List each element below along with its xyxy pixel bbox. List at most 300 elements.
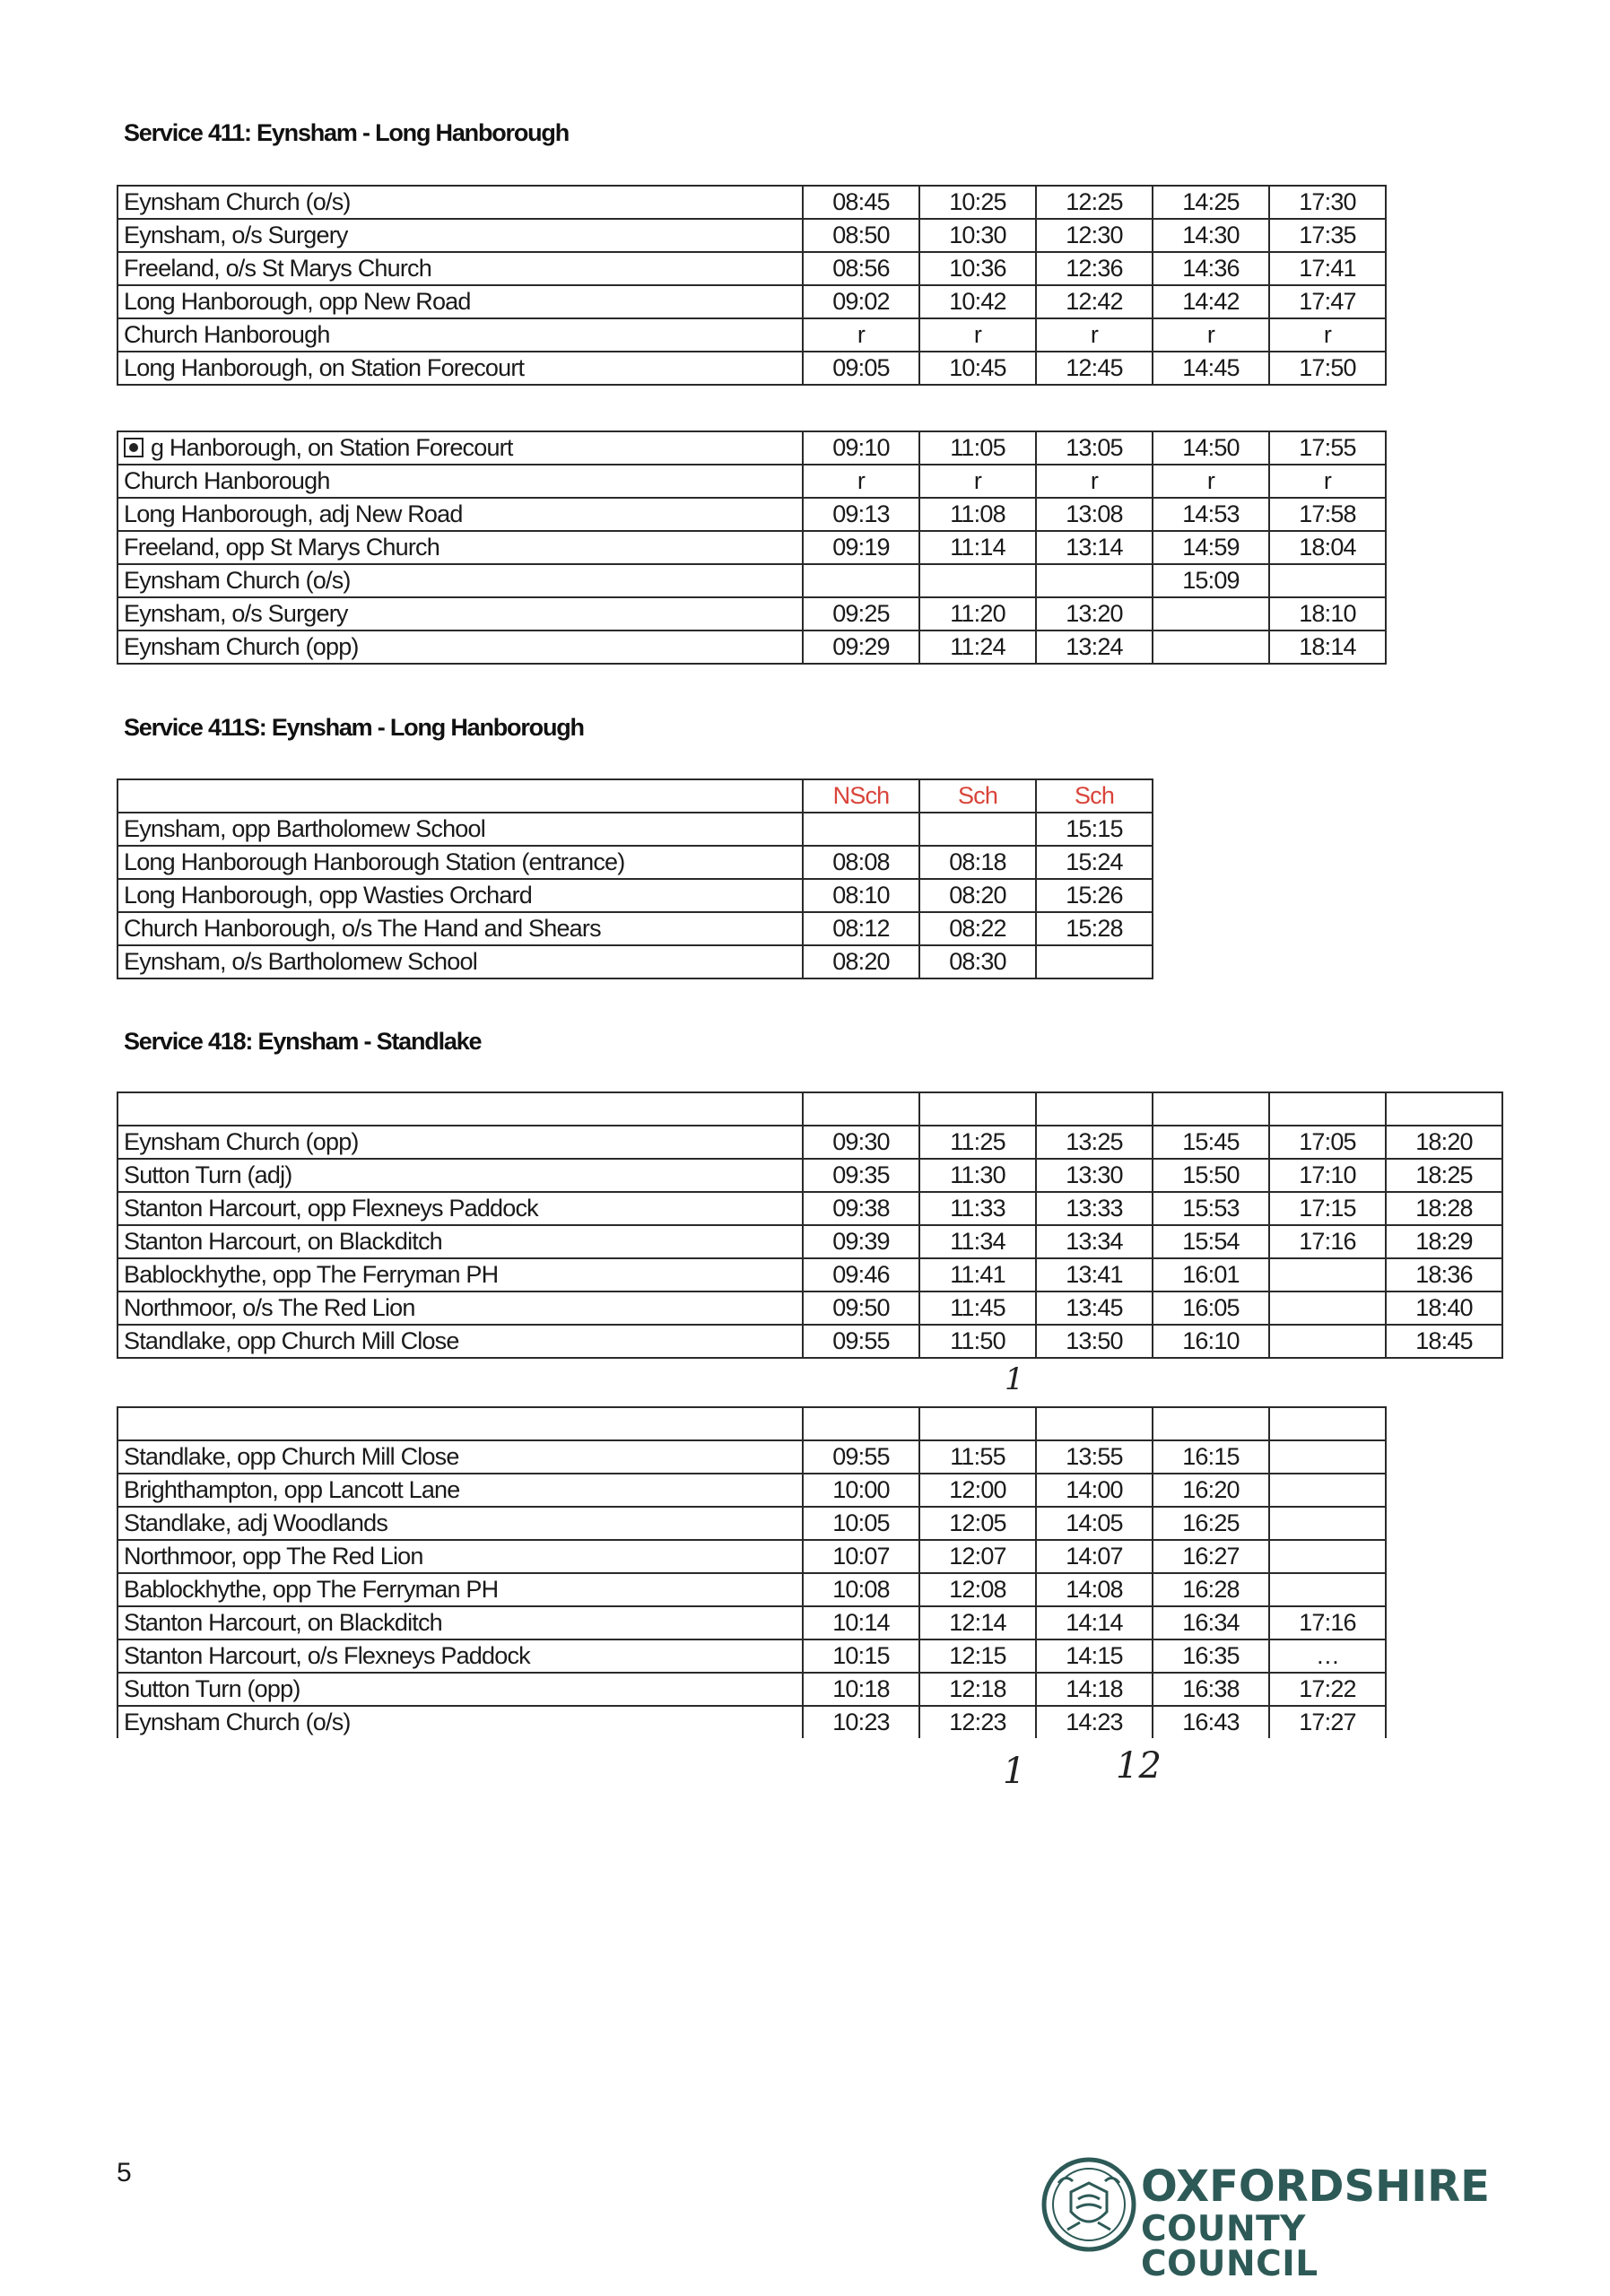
time-cell: 17:41 [1269, 252, 1386, 285]
time-cell: 12:07 [919, 1540, 1036, 1573]
time-cell: 09:13 [803, 498, 919, 531]
stop-name: Northmoor, opp The Red Lion [124, 1543, 423, 1570]
time-cell: 17:58 [1269, 498, 1386, 531]
table-row [117, 1258, 1502, 1292]
table-row [117, 186, 1386, 219]
time-cell: 12:23 [919, 1706, 1036, 1738]
time-cell: 10:25 [919, 186, 1036, 219]
column-header [803, 1092, 919, 1126]
stop-name-cell [117, 186, 803, 219]
column-header [1036, 1092, 1153, 1126]
stop-name: Eynsham, opp Bartholomew School [124, 815, 485, 842]
column-header: NSch [803, 779, 919, 813]
column-header [1036, 1407, 1153, 1440]
time-cell: 15:53 [1153, 1192, 1269, 1225]
stop-name: Brighthampton, opp Lancott Lane [124, 1476, 460, 1503]
time-cell: 13:05 [1036, 431, 1153, 465]
time-cell: 14:05 [1036, 1507, 1153, 1540]
table-row [117, 1192, 1502, 1225]
table-row [117, 1126, 1502, 1159]
time-cell: 10:45 [919, 352, 1036, 385]
time-cell: 15:28 [1036, 912, 1153, 945]
time-cell: 13:33 [1036, 1192, 1153, 1225]
stop-name-cell [117, 1225, 803, 1258]
table-row [117, 1639, 1386, 1673]
header-stop-cell [117, 1407, 803, 1440]
time-cell: 08:12 [803, 912, 919, 945]
logo-line-2: COUNTY COUNCIL [1141, 2209, 1318, 2284]
time-cell: 18:04 [1269, 531, 1386, 564]
time-cell: 13:45 [1036, 1292, 1153, 1325]
time-cell: 12:30 [1036, 219, 1153, 252]
stop-name-cell [117, 318, 803, 352]
time-cell: 10:07 [803, 1540, 919, 1573]
time-cell: 13:24 [1036, 631, 1153, 664]
time-cell: 13:08 [1036, 498, 1153, 531]
table-row [117, 564, 1386, 597]
stop-name-cell [117, 531, 803, 564]
time-cell [1269, 1573, 1386, 1606]
column-header [1269, 1092, 1386, 1126]
table-row [117, 813, 1153, 846]
table-row [117, 945, 1153, 978]
table-row [117, 879, 1153, 912]
time-cell: 14:18 [1036, 1673, 1153, 1706]
time-cell: 09:05 [803, 352, 919, 385]
header-row [117, 1407, 1386, 1440]
table-row [117, 597, 1386, 631]
logo-line-1: OXFORDSHIRE [1141, 2161, 1490, 2212]
time-cell [1036, 564, 1153, 597]
time-cell: 18:36 [1386, 1258, 1502, 1292]
time-cell: 18:28 [1386, 1192, 1502, 1225]
time-cell: 12:42 [1036, 285, 1153, 318]
time-cell: 15:15 [1036, 813, 1153, 846]
table-row [117, 219, 1386, 252]
time-cell [1269, 1258, 1386, 1292]
time-cell [1269, 1507, 1386, 1540]
table-row [117, 1325, 1502, 1358]
time-cell: 11:14 [919, 531, 1036, 564]
time-cell: 17:50 [1269, 352, 1386, 385]
time-cell [1269, 564, 1386, 597]
stop-name-cell [117, 813, 803, 846]
table-row [117, 352, 1386, 385]
stop-name-cell [117, 1639, 803, 1673]
time-cell: 11:05 [919, 431, 1036, 465]
time-cell: 11:55 [919, 1440, 1036, 1474]
stop-name: Stanton Harcourt, o/s Flexneys Paddock [124, 1642, 530, 1669]
stop-name-cell [117, 597, 803, 631]
time-cell: 14:59 [1153, 531, 1269, 564]
time-cell: 10:30 [919, 219, 1036, 252]
header-stop-cell [117, 1092, 803, 1126]
time-cell [1036, 945, 1153, 978]
stop-name-cell [117, 1159, 803, 1192]
time-cell: 15:50 [1153, 1159, 1269, 1192]
stop-name: Stanton Harcourt, on Blackditch [124, 1228, 442, 1255]
table-row [117, 1440, 1386, 1474]
radio-marker-icon [124, 438, 144, 457]
time-cell: r [803, 318, 919, 352]
time-cell: 10:14 [803, 1606, 919, 1639]
time-cell [1269, 1474, 1386, 1507]
service-411s-table [117, 778, 1153, 979]
time-cell: r [919, 318, 1036, 352]
time-cell: 09:55 [803, 1440, 919, 1474]
time-cell: 11:50 [919, 1325, 1036, 1358]
service-418-outbound-table [117, 1091, 1503, 1359]
time-cell: 14:53 [1153, 498, 1269, 531]
stop-name-cell [117, 1192, 803, 1225]
stop-name: Eynsham Church (o/s) [124, 567, 351, 594]
table-row [117, 846, 1153, 879]
time-cell: 11:30 [919, 1159, 1036, 1192]
time-cell: 14:36 [1153, 252, 1269, 285]
time-cell: 18:29 [1386, 1225, 1502, 1258]
time-cell: 15:54 [1153, 1225, 1269, 1258]
time-cell: 15:26 [1036, 879, 1153, 912]
stop-name: Sutton Turn (adj) [124, 1161, 292, 1188]
time-cell: 09:19 [803, 531, 919, 564]
stop-name-cell [117, 1325, 803, 1358]
stop-name: Eynsham Church (opp) [124, 1128, 359, 1155]
header-stop-cell [117, 779, 803, 813]
time-cell: 17:05 [1269, 1126, 1386, 1159]
time-cell: 14:00 [1036, 1474, 1153, 1507]
time-cell: 14:14 [1036, 1606, 1153, 1639]
column-header [919, 1092, 1036, 1126]
header-row [117, 1092, 1502, 1126]
time-cell: 12:08 [919, 1573, 1036, 1606]
time-cell: … [1269, 1639, 1386, 1673]
time-cell: 08:56 [803, 252, 919, 285]
time-cell: 12:18 [919, 1673, 1036, 1706]
stop-name-cell [117, 1258, 803, 1292]
time-cell: 12:45 [1036, 352, 1153, 385]
time-cell: 16:27 [1153, 1540, 1269, 1573]
page-number: 5 [117, 2158, 132, 2187]
time-cell: 09:29 [803, 631, 919, 664]
time-cell: 14:30 [1153, 219, 1269, 252]
stop-name-cell [117, 1606, 803, 1639]
time-cell: 14:07 [1036, 1540, 1153, 1573]
service-411-outbound-table [117, 185, 1387, 386]
table-row [117, 465, 1386, 498]
table-row [117, 1706, 1386, 1738]
time-cell [803, 564, 919, 597]
time-cell: 08:20 [803, 945, 919, 978]
time-cell: 15:09 [1153, 564, 1269, 597]
stop-name-cell [117, 1507, 803, 1540]
time-cell: 13:34 [1036, 1225, 1153, 1258]
stop-name-cell [117, 1440, 803, 1474]
stop-name: Northmoor, o/s The Red Lion [124, 1294, 415, 1321]
stop-name: Standlake, opp Church Mill Close [124, 1443, 459, 1470]
stop-name: g Hanborough, on Station Forecourt [151, 434, 513, 461]
time-cell [1269, 1540, 1386, 1573]
stop-name-cell [117, 879, 803, 912]
stop-name-cell [117, 498, 803, 531]
time-cell: 08:50 [803, 219, 919, 252]
column-header [1153, 1092, 1269, 1126]
stop-name: Bablockhythe, opp The Ferryman PH [124, 1576, 499, 1603]
stop-name-cell [117, 1706, 803, 1738]
time-cell: 15:24 [1036, 846, 1153, 879]
table-row [117, 252, 1386, 285]
time-cell: 13:55 [1036, 1440, 1153, 1474]
stop-name-cell [117, 631, 803, 664]
stop-name: Long Hanborough, opp Wasties Orchard [124, 882, 532, 909]
time-cell: 08:18 [919, 846, 1036, 879]
time-cell: 18:10 [1269, 597, 1386, 631]
time-cell: 10:15 [803, 1639, 919, 1673]
service-411s-title: Service 411S: Eynsham - Long Hanborough [124, 714, 584, 741]
stop-name: Stanton Harcourt, opp Flexneys Paddock [124, 1195, 538, 1222]
service-411-return-table [117, 430, 1387, 665]
time-cell: 17:47 [1269, 285, 1386, 318]
time-cell: 11:45 [919, 1292, 1036, 1325]
time-cell: 11:25 [919, 1126, 1036, 1159]
service-418-title: Service 418: Eynsham - Standlake [124, 1028, 482, 1055]
stop-name: Sutton Turn (opp) [124, 1675, 300, 1702]
stop-name-cell [117, 1673, 803, 1706]
service-418-return-table [117, 1406, 1387, 1738]
column-header [919, 1407, 1036, 1440]
stop-name: Church Hanborough [124, 321, 330, 348]
handwritten-mark-3: 12 [1116, 1745, 1162, 1787]
time-cell: r [1153, 318, 1269, 352]
time-cell [919, 564, 1036, 597]
time-cell: 10:00 [803, 1474, 919, 1507]
time-cell: 16:20 [1153, 1474, 1269, 1507]
table-row [117, 1606, 1386, 1639]
time-cell: 11:08 [919, 498, 1036, 531]
column-header [1386, 1092, 1502, 1126]
time-cell [1269, 1292, 1386, 1325]
column-header: Sch [1036, 779, 1153, 813]
time-cell: 14:23 [1036, 1706, 1153, 1738]
time-cell: 10:08 [803, 1573, 919, 1606]
time-cell: 11:41 [919, 1258, 1036, 1292]
time-cell: 14:25 [1153, 186, 1269, 219]
time-cell [803, 813, 919, 846]
time-cell: 10:23 [803, 1706, 919, 1738]
time-cell: 11:34 [919, 1225, 1036, 1258]
time-cell: 17:16 [1269, 1606, 1386, 1639]
time-cell: 15:45 [1153, 1126, 1269, 1159]
header-row [117, 779, 1153, 813]
time-cell: r [1269, 318, 1386, 352]
stop-name-cell [117, 1540, 803, 1573]
stop-name-cell [117, 1573, 803, 1606]
column-header [1269, 1407, 1386, 1440]
crest-icon [1040, 2156, 1137, 2253]
time-cell: 09:46 [803, 1258, 919, 1292]
time-cell: 13:20 [1036, 597, 1153, 631]
column-header: Sch [919, 779, 1036, 813]
time-cell [1153, 631, 1269, 664]
time-cell: 17:10 [1269, 1159, 1386, 1192]
stop-name: Standlake, adj Woodlands [124, 1509, 388, 1536]
time-cell: 16:38 [1153, 1673, 1269, 1706]
time-cell: 10:18 [803, 1673, 919, 1706]
time-cell: 10:42 [919, 285, 1036, 318]
table-row [117, 912, 1153, 945]
stop-name-cell [117, 352, 803, 385]
time-cell: 12:15 [919, 1639, 1036, 1673]
table-row [117, 1573, 1386, 1606]
time-cell: 09:55 [803, 1325, 919, 1358]
column-header [803, 1407, 919, 1440]
time-cell: 11:24 [919, 631, 1036, 664]
time-cell: 09:38 [803, 1192, 919, 1225]
time-cell: 09:30 [803, 1126, 919, 1159]
time-cell: 13:25 [1036, 1126, 1153, 1159]
stop-name: Freeland, opp St Marys Church [124, 534, 439, 561]
stop-name: Eynsham Church (o/s) [124, 1709, 351, 1735]
stop-name: Stanton Harcourt, on Blackditch [124, 1609, 442, 1636]
time-cell: 18:25 [1386, 1159, 1502, 1192]
stop-name: Eynsham Church (opp) [124, 633, 359, 660]
time-cell: 14:15 [1036, 1639, 1153, 1673]
table-row [117, 1507, 1386, 1540]
stop-name-cell [117, 945, 803, 978]
time-cell: r [1269, 465, 1386, 498]
time-cell: 14:45 [1153, 352, 1269, 385]
time-cell [919, 813, 1036, 846]
time-cell: 11:20 [919, 597, 1036, 631]
stop-name-cell [117, 846, 803, 879]
council-logo [1040, 2152, 1490, 2284]
stop-name-cell [117, 431, 803, 465]
time-cell: 13:14 [1036, 531, 1153, 564]
stop-name: Long Hanborough Hanborough Station (entrance) [124, 848, 625, 875]
time-cell: r [1036, 318, 1153, 352]
time-cell: 08:10 [803, 879, 919, 912]
time-cell: 16:43 [1153, 1706, 1269, 1738]
time-cell: 08:20 [919, 879, 1036, 912]
stop-name: Church Hanborough, o/s The Hand and Shears [124, 915, 601, 942]
time-cell: 08:22 [919, 912, 1036, 945]
handwritten-mark-2: 1 [1003, 1751, 1026, 1792]
time-cell: 16:05 [1153, 1292, 1269, 1325]
time-cell: 17:22 [1269, 1673, 1386, 1706]
time-cell: 09:25 [803, 597, 919, 631]
time-cell: 16:28 [1153, 1573, 1269, 1606]
table-row [117, 318, 1386, 352]
time-cell: 17:15 [1269, 1192, 1386, 1225]
time-cell [1269, 1440, 1386, 1474]
table-row [117, 431, 1386, 465]
table-row [117, 1673, 1386, 1706]
time-cell: 09:10 [803, 431, 919, 465]
time-cell: 13:41 [1036, 1258, 1153, 1292]
time-cell: 16:15 [1153, 1440, 1269, 1474]
stop-name: Freeland, o/s St Marys Church [124, 255, 431, 282]
time-cell: 09:50 [803, 1292, 919, 1325]
stop-name: Long Hanborough, adj New Road [124, 500, 463, 527]
time-cell: 16:01 [1153, 1258, 1269, 1292]
time-cell: 16:35 [1153, 1639, 1269, 1673]
table-row [117, 1540, 1386, 1573]
stop-name: Eynsham, o/s Surgery [124, 600, 348, 627]
time-cell: 10:36 [919, 252, 1036, 285]
time-cell: 17:35 [1269, 219, 1386, 252]
stop-name: Bablockhythe, opp The Ferryman PH [124, 1261, 499, 1288]
time-cell [1153, 597, 1269, 631]
stop-name: Church Hanborough [124, 467, 330, 494]
time-cell: 16:25 [1153, 1507, 1269, 1540]
time-cell: 12:25 [1036, 186, 1153, 219]
table-row [117, 498, 1386, 531]
table-row [117, 1159, 1502, 1192]
stop-name: Eynsham Church (o/s) [124, 188, 351, 215]
table-row [117, 285, 1386, 318]
time-cell: 09:35 [803, 1159, 919, 1192]
table-row [117, 531, 1386, 564]
table-row [117, 1474, 1386, 1507]
stop-name-cell [117, 1126, 803, 1159]
time-cell: 08:45 [803, 186, 919, 219]
handwritten-mark-1: 1 [1005, 1361, 1024, 1397]
time-cell: 13:30 [1036, 1159, 1153, 1192]
time-cell: r [803, 465, 919, 498]
stop-name: Long Hanborough, opp New Road [124, 288, 471, 315]
stop-name-cell [117, 1292, 803, 1325]
stop-name-cell [117, 252, 803, 285]
stop-name-cell [117, 465, 803, 498]
stop-name-cell [117, 219, 803, 252]
time-cell: r [919, 465, 1036, 498]
stop-name-cell [117, 912, 803, 945]
time-cell: 17:16 [1269, 1225, 1386, 1258]
stop-name: Eynsham, o/s Surgery [124, 222, 348, 248]
stop-name-cell [117, 1474, 803, 1507]
time-cell [1269, 1325, 1386, 1358]
logo-wordmark [1141, 2161, 1490, 2284]
time-cell: 18:40 [1386, 1292, 1502, 1325]
time-cell: 18:14 [1269, 631, 1386, 664]
time-cell: 17:27 [1269, 1706, 1386, 1738]
time-cell: 18:20 [1386, 1126, 1502, 1159]
stop-name-cell [117, 285, 803, 318]
time-cell: 11:33 [919, 1192, 1036, 1225]
time-cell: 16:34 [1153, 1606, 1269, 1639]
time-cell: 16:10 [1153, 1325, 1269, 1358]
stop-name: Long Hanborough, on Station Forecourt [124, 354, 525, 381]
time-cell: 14:42 [1153, 285, 1269, 318]
time-cell: 10:05 [803, 1507, 919, 1540]
time-cell: 17:30 [1269, 186, 1386, 219]
time-cell: 09:39 [803, 1225, 919, 1258]
time-cell: 18:45 [1386, 1325, 1502, 1358]
time-cell: 17:55 [1269, 431, 1386, 465]
time-cell: 12:14 [919, 1606, 1036, 1639]
time-cell: 09:02 [803, 285, 919, 318]
column-header [1153, 1407, 1269, 1440]
time-cell: 12:05 [919, 1507, 1036, 1540]
stop-name: Standlake, opp Church Mill Close [124, 1327, 459, 1354]
time-cell: 14:50 [1153, 431, 1269, 465]
table-row [117, 1292, 1502, 1325]
table-row [117, 1225, 1502, 1258]
time-cell: 14:08 [1036, 1573, 1153, 1606]
time-cell: 08:08 [803, 846, 919, 879]
table-row [117, 631, 1386, 664]
time-cell: 12:36 [1036, 252, 1153, 285]
stop-name-cell [117, 564, 803, 597]
